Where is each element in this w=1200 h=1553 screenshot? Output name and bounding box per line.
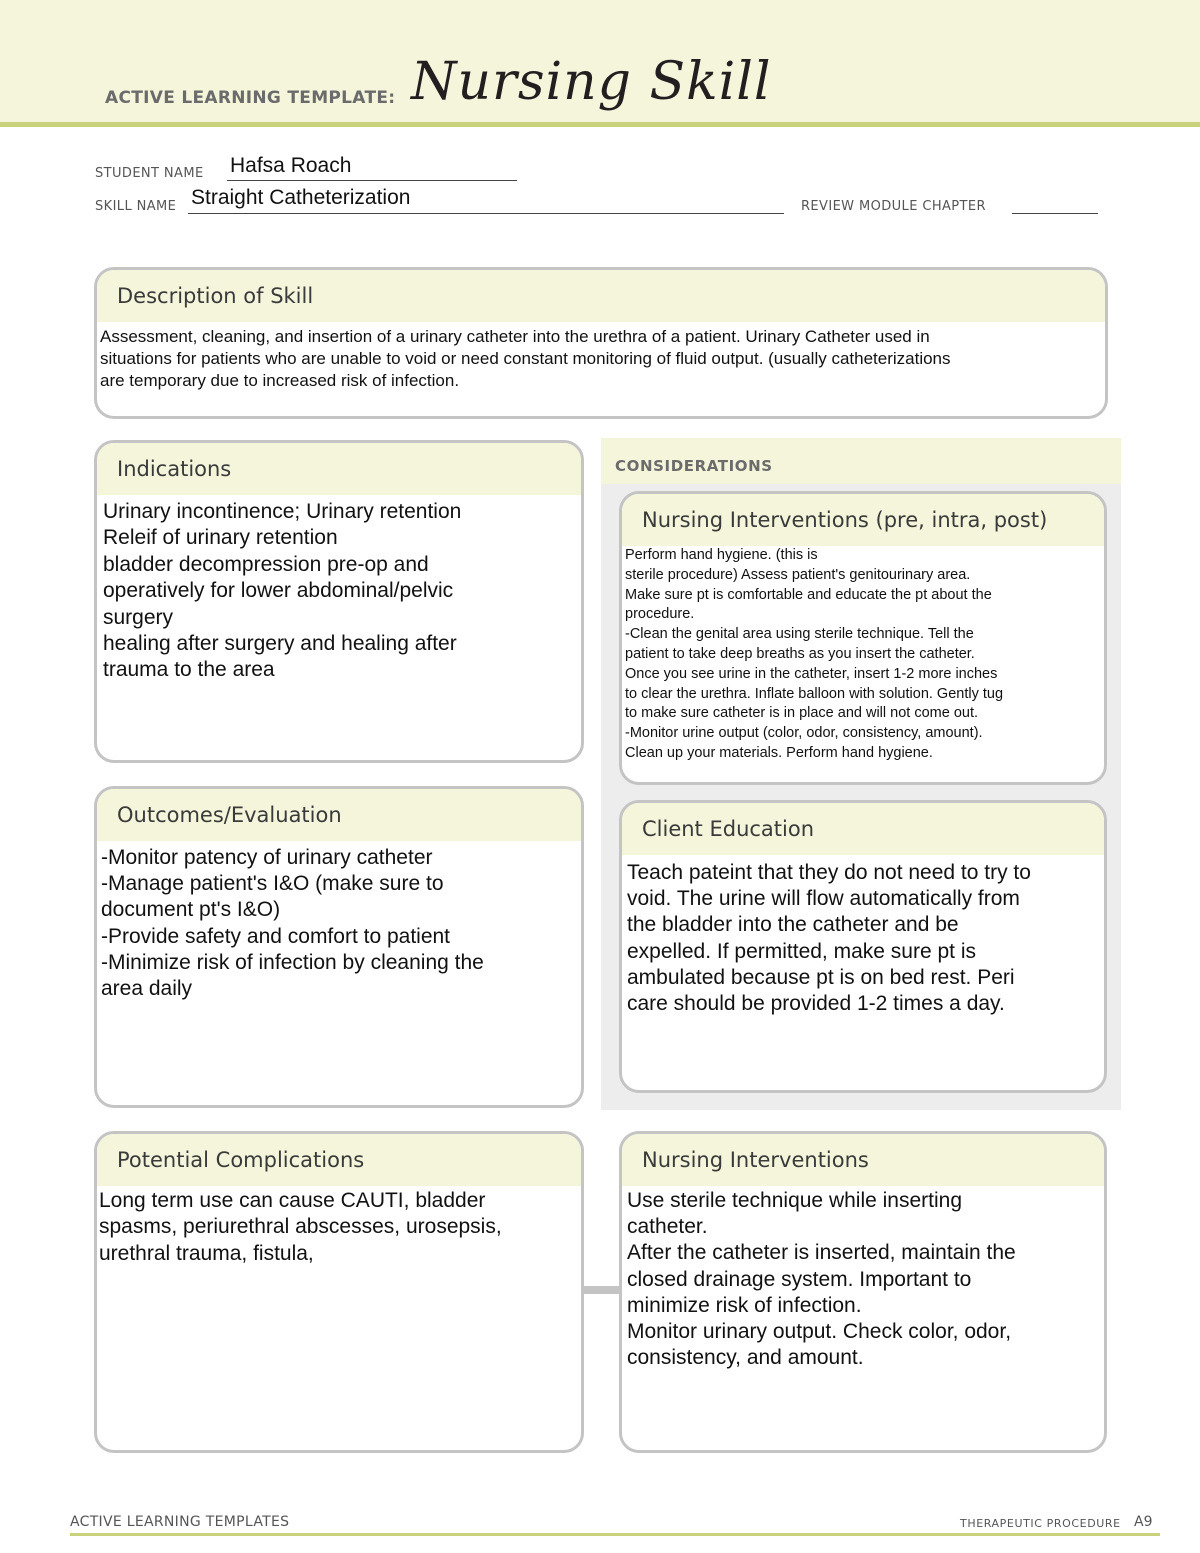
complications-header [97,1134,581,1186]
outcomes-header [97,789,581,841]
student-name-line [227,180,517,181]
client-education-text[interactable]: Teach pateint that they do not need to try to void. The urine will flow automatically from the bladder into the catheter and be expelled. If permitted, make sure pt is ambulated because pt is on bed rest. Peri care should be provided 1-2 times a day. [627,861,1031,1016]
complications-text[interactable]: Long term use can cause CAUTI, bladder spasms, periurethral abscesses, urosepsis, urethral trauma, fistula, [99,1189,502,1265]
client-education-title: Client Education [642,817,815,841]
footer-left-label: ACTIVE LEARNING TEMPLATES [70,1514,290,1530]
nursing-interventions-pip-box [619,491,1107,785]
student-name-label: STUDENT NAME [95,166,204,181]
box-connector [583,1286,619,1294]
template-label: ACTIVE LEARNING TEMPLATE: [105,88,396,108]
description-header [97,270,1105,322]
nursing-interventions-title: Nursing Interventions [642,1148,869,1172]
description-box [94,267,1108,419]
header-rule [0,122,1200,127]
footer-rule [70,1533,1160,1536]
nursing-interventions-pip-header [622,494,1104,546]
skill-name-line [188,213,784,214]
client-education-header [622,803,1104,855]
indications-box [94,440,584,763]
indications-header [97,443,581,495]
indications-text[interactable]: Urinary incontinence; Urinary retention Releif of urinary retention bladder decompression pre-op and operatively for lower abdominal/pelvic surgery healing after surgery and healing after trauma to the area [103,500,462,682]
footer-right-label: THERAPEUTIC PROCEDURE [960,1517,1121,1530]
skill-name-field[interactable]: Straight Catheterization [191,186,411,209]
considerations-title: CONSIDERATIONS [615,457,773,475]
nursing-interventions-text[interactable]: Use sterile technique while inserting catheter. After the catheter is inserted, maintain the closed drainage system. Important to minimize risk of infection. Monitor urinary output. Check color, odor, consistency, and amount. [627,1189,1016,1370]
review-module-field[interactable] [1012,213,1098,214]
nursing-interventions-header [622,1134,1104,1186]
template-title: Nursing Skill [411,52,772,112]
nursing-interventions-pip-title: Nursing Interventions (pre, intra, post) [642,508,1048,532]
outcomes-text[interactable]: -Monitor patency of urinary catheter -Manage patient's I&O (make sure to document pt's I&O) -Provide safety and comfort to patient -Minimize risk of infection by cleaning the area daily [101,846,484,1001]
skill-name-label: SKILL NAME [95,199,177,214]
complications-box [94,1131,584,1453]
description-text[interactable]: Assessment, cleaning, and insertion of a urinary catheter into the urethra of a patient. Urinary Catheter used in situations for patients who are unable to void or need constant monitoring of fluid output. (usually catheterizations are temporary due to increased risk of infection. [100,327,951,390]
complications-title: Potential Complications [117,1148,365,1172]
outcomes-box [94,786,584,1108]
review-module-label: REVIEW MODULE CHAPTER [801,199,986,214]
student-name-field[interactable]: Hafsa Roach [230,154,352,177]
considerations-header [601,438,1121,484]
nursing-interventions-box [619,1131,1107,1453]
client-education-box [619,800,1107,1093]
description-title: Description of Skill [117,284,314,308]
indications-title: Indications [117,457,232,481]
nursing-interventions-pip-text[interactable]: Perform hand hygiene. (this is sterile procedure) Assess patient's genitourinary area. Make sure pt is comfortable and educate the pt about the procedure. -Clean the genital area using sterile technique. Tell the patient to take deep breaths as you insert the catheter. Once you see urine in the catheter, insert 1-2 more inches to clear the urethra. Inflate balloon with solution. Gently tug to make sure catheter is in place and will not come out. -Monitor urine output (color, odor, consistency, amount). Clean up your materials. Perform hand hygiene. [625,547,1004,761]
outcomes-title: Outcomes/Evaluation [117,803,342,827]
footer-page-number: A9 [1134,1514,1153,1530]
